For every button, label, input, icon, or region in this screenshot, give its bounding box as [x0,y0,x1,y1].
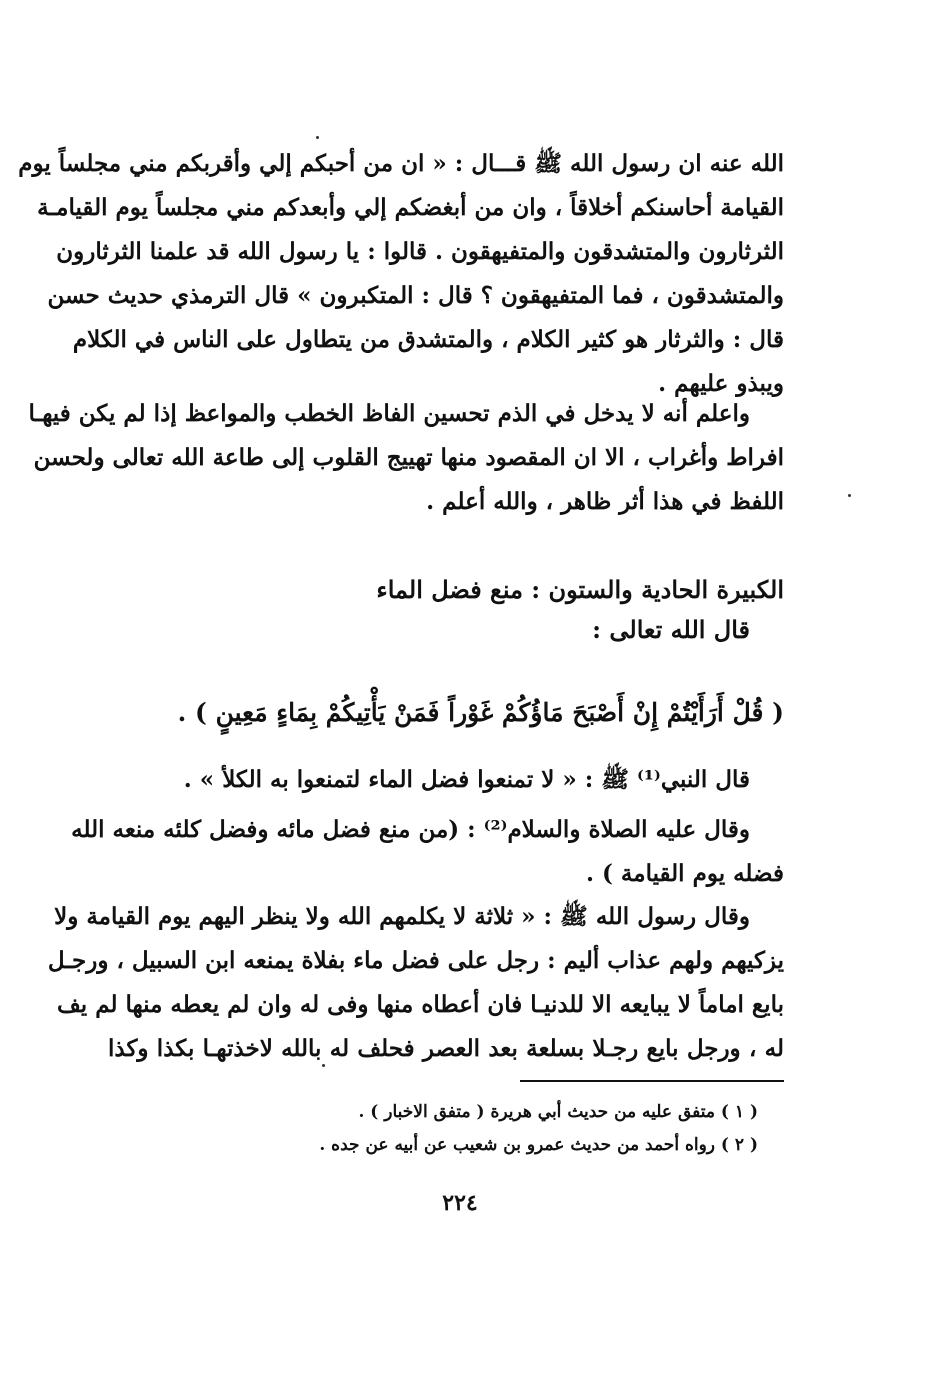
text-line: قال : والثرثار هو كثير الكلام ، والمتشدق من يتطاول على الناس في الكلام [72,326,784,353]
scan-speck [316,136,319,139]
text-line: بايع اماماً لا يبايعه الا للدنيـا فان أعطاه منها وفى له وان لم يعطه منها لم يف [56,991,784,1018]
text-line: الثرثارون والمتشدقون والمتفيهقون . قالوا : يا رسول الله قد علمنا الثرثارون [56,238,784,265]
text-line: ويبذو عليهم . [658,370,784,397]
section-block [108,570,784,650]
text-line: اللفظ في هذا أثر ظاهر ، والله أعلم . [426,488,784,515]
paragraph-prophet-saying [108,758,784,802]
scan-speck [848,494,851,497]
text-line: قال النبي⁽¹⁾ ﷺ : « لا تمنعوا فضل الماء لتمنعوا به الكلأ » . [183,766,750,793]
footnote-item: ( ٢ ) رواه أحمد من حديث عمرو بن شعيب عن أبيه عن جده . [319,1135,758,1155]
quran-verse-block [108,690,784,736]
footnote-item: ( ١ ) متفق عليه من حديث أبي هريرة ( متفق الاخبار ) . [358,1102,758,1122]
text-line: الله عنه ان رسول الله ﷺ قـــال : « ان من أحبكم إلي وأقربكم مني مجلساً يوم [18,150,784,177]
text-line: فضله يوم القيامة ) . [586,860,784,887]
section-intro: قال الله تعالى : [592,615,750,644]
page-number: ٢٢٤ [442,1190,478,1216]
paragraph-three-people [47,895,784,1071]
text-line: والمتشدقون ، فما المتفيهقون ؟ قال : المتكبرون » قال الترمذي حديث حسن [47,282,784,309]
section-heading: الكبيرة الحادية والستون : منع فضل الماء [376,575,784,604]
text-line: له ، ورجل بايع رجـلا بسلعة بعد العصر فحلف له بالله لاخذتهـا بكذا وكذا [108,1035,784,1062]
text-line: وقال عليه الصلاة والسلام⁽²⁾ : (من منع فضل مائه وفضل كلئه منعه الله [71,816,750,843]
text-line: القيامة أحاسنكم أخلاقاً ، وان من أبغضكم إلي وأبعدكم مني مجلساً يوم القيامـة [37,194,784,221]
text-line: وقال رسول الله ﷺ : « ثلاثة لا يكلمهم الله ولا ينظر اليهم يوم القيامة ولا [54,903,750,930]
text-line: واعلم أنه لا يدخل في الذم تحسين الفاظ الخطب والمواعظ إذا لم يكن فيهـا [28,400,750,427]
text-line: يزكيهم ولهم عذاب أليم : رجل على فضل ماء بفلاة يمنعه ابن السبيل ، ورجـل [47,947,784,974]
footnotes [108,1096,758,1162]
scan-speck [322,1064,325,1067]
text-line: افراط وأغراب ، الا ان المقصود منها تهييج القلوب إلى طاعة الله تعالى ولحسن [33,444,784,471]
footnote-divider [520,1080,784,1082]
paragraph-hadith-continuation [18,142,784,406]
quran-verse: ( قُلْ أَرَأَيْتُمْ إِنْ أَصْبَحَ مَاؤُكُمْ غَوْراً فَمَنْ يَأْتِيكُمْ بِمَاءٍ مَعِينٍ ) . [177,698,784,727]
paragraph-note [28,392,784,524]
paragraph-second-saying [71,808,784,896]
